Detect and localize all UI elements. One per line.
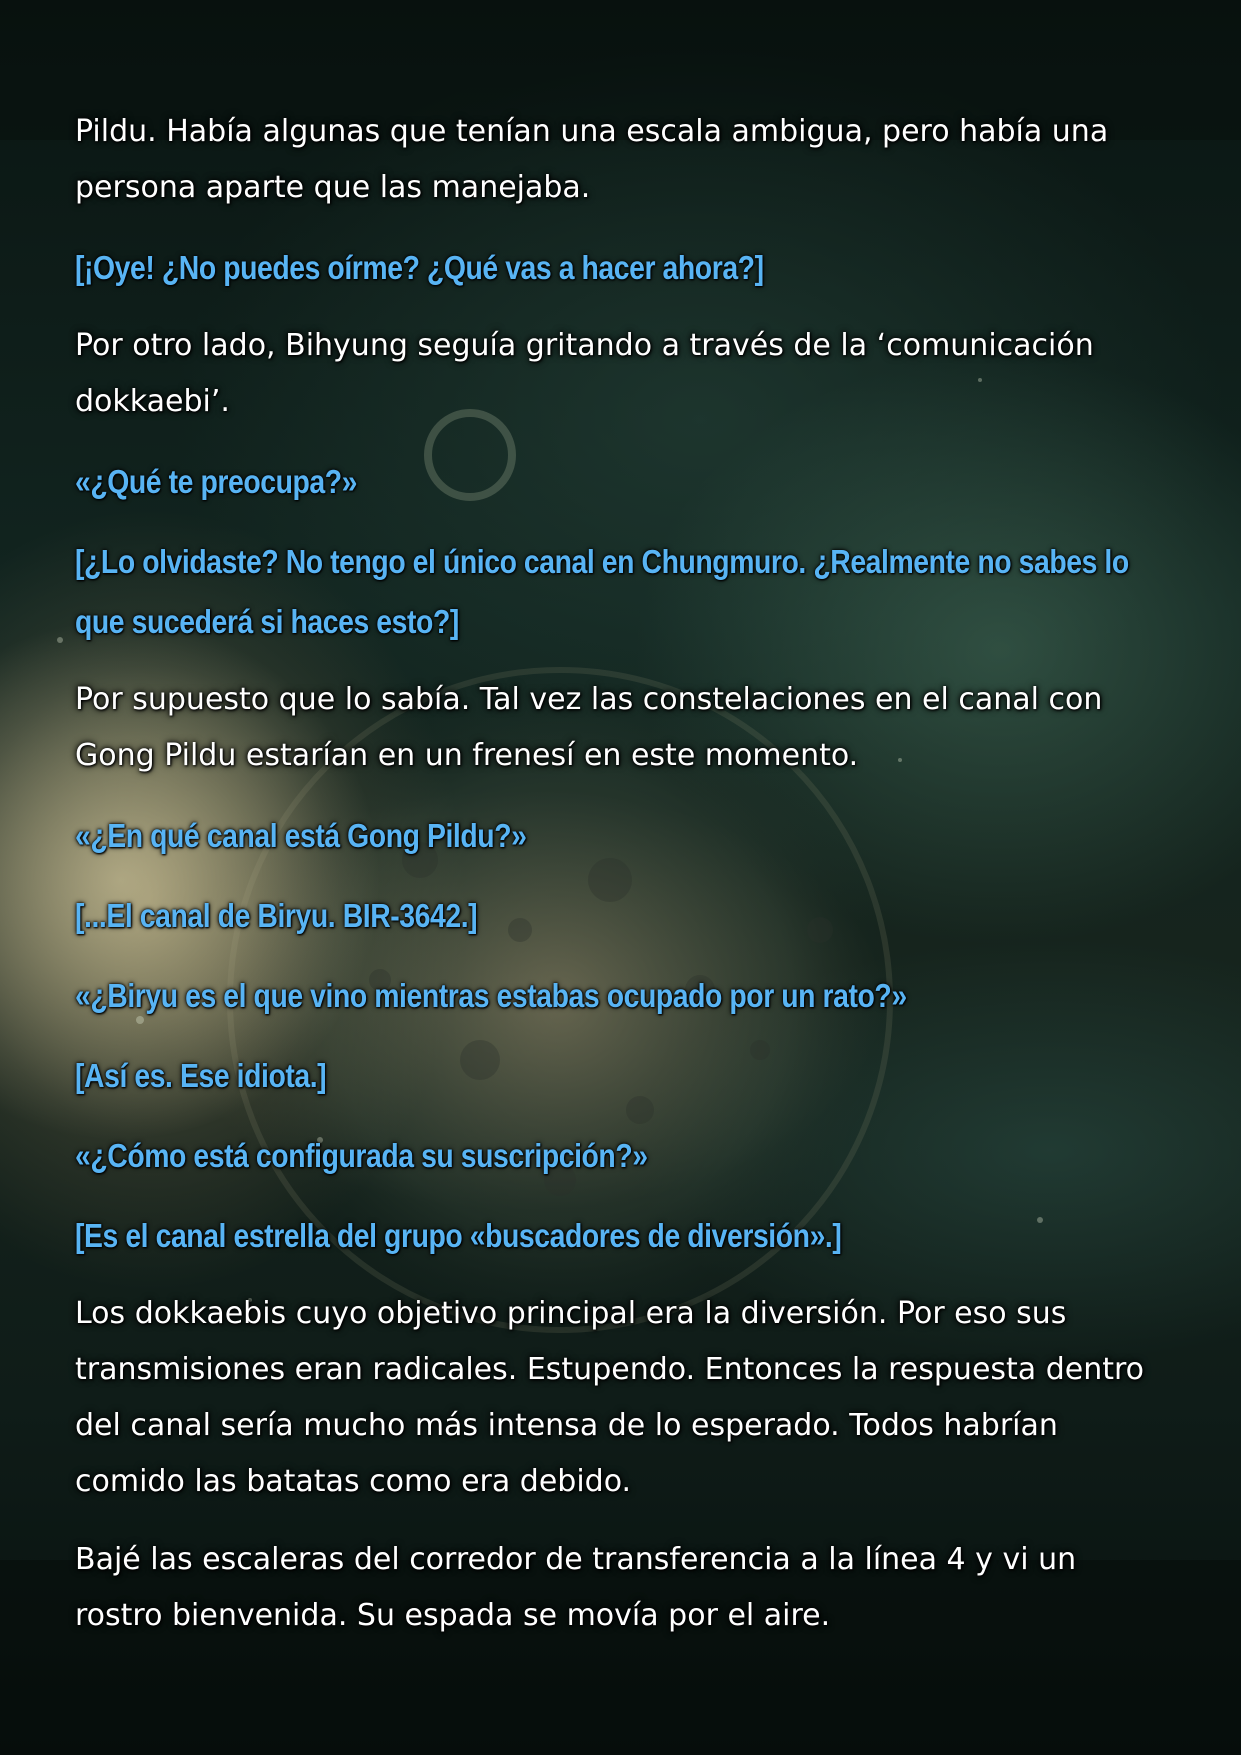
system-message-5: [...El canal de Biryu. BIR-3642.] bbox=[75, 897, 478, 934]
narration-paragraph-1: Pildu. Había algunas que tenían una escala ambigua, pero había una persona aparte que las manejaba. bbox=[75, 114, 1109, 205]
narration-paragraph-5: Bajé las escaleras del corredor de transferencia a la línea 4 y vi un rostro bienvenida. Su espada se movía por el aire. bbox=[75, 1542, 1077, 1633]
system-message-1: [¡Oye! ¿No puedes oírme? ¿Qué vas a hacer ahora?] bbox=[75, 249, 764, 286]
chapter-text bbox=[75, 104, 1170, 1666]
system-message-4: «¿En qué canal está Gong Pildu?» bbox=[75, 817, 527, 854]
narration-paragraph-4: Los dokkaebis cuyo objetivo principal era la diversión. Por eso sus transmisiones eran radicales. Estupendo. Entonces la respuesta dentro del canal sería mucho más intensa de lo esperado. Todos habrían comido las batatas como era debido. bbox=[75, 1296, 1145, 1499]
narration-paragraph-3: Por supuesto que lo sabía. Tal vez las constelaciones en el canal con Gong Pildu estarían en un frenesí en este momento. bbox=[75, 682, 1103, 773]
system-message-2: «¿Qué te preocupa?» bbox=[75, 463, 358, 500]
system-message-6: «¿Biryu es el que vino mientras estabas ocupado por un rato?» bbox=[75, 977, 907, 1014]
system-message-8: «¿Cómo está configurada su suscripción?» bbox=[75, 1137, 648, 1174]
system-message-7: [Así es. Ese idiota.] bbox=[75, 1057, 327, 1094]
narration-paragraph-2: Por otro lado, Bihyung seguía gritando a través de la ‘comunicación dokkaebi’. bbox=[75, 328, 1094, 419]
system-message-3: [¿Lo olvidaste? No tengo el único canal en Chungmuro. ¿Realmente no sabes lo que sucederá si haces esto?] bbox=[75, 543, 1129, 640]
system-message-9: [Es el canal estrella del grupo «buscadores de diversión».] bbox=[75, 1217, 842, 1254]
